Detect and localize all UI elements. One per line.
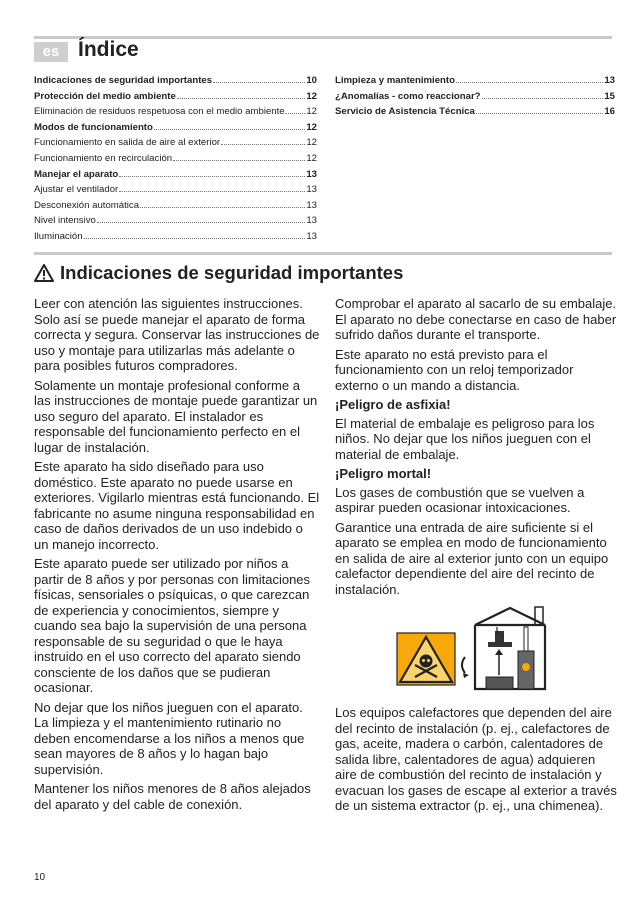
toc-right-column <box>335 75 615 122</box>
toc-entry[interactable] <box>34 106 317 122</box>
toc-entry[interactable] <box>34 75 317 91</box>
toc-dot-leader <box>221 144 305 145</box>
toc-dot-leader <box>140 207 305 208</box>
stove-icon <box>486 677 513 689</box>
toc-entry-title: Manejar el aparato <box>34 168 119 180</box>
toc-entry-title: Servicio de Asistencia Técnica <box>335 106 475 118</box>
toc-entry-title: Nivel intensivo <box>34 215 96 227</box>
exhaust-gas-hazard-illustration <box>335 605 620 697</box>
toc-entry[interactable] <box>34 153 317 169</box>
toc-dot-leader <box>119 176 305 177</box>
toc-entry-page: 10 <box>306 75 317 86</box>
section-divider <box>34 252 612 255</box>
toc-entry-page: 13 <box>306 199 317 211</box>
page-title: Índice <box>78 38 139 61</box>
toc-entry-title: Desconexión automática <box>34 199 140 211</box>
toc-entry-title: Funcionamiento en recirculación <box>34 152 173 164</box>
toc-entry[interactable] <box>34 122 317 138</box>
toc-entry-page: 12 <box>306 106 317 118</box>
toc-entry-page: 13 <box>604 75 615 86</box>
toc-dot-leader <box>119 191 305 192</box>
section-title: Indicaciones de seguridad importantes <box>60 262 404 283</box>
toc-dot-leader <box>476 113 603 114</box>
paragraph: Los equipos calefactores que dependen del aire del recinto de instalación (p. ej., calefactores de gas, aceite, madera o carbón, calentadores de salida libre, calentadores de agua) adquieren aire de combustión del recinto de instalación y evacuan los gases de escape al exterior a través de un sistema extractor (p. ej., una chimenea). <box>335 705 617 813</box>
toc-entry-title: ¿Anomalías - como reaccionar? <box>335 90 481 102</box>
toc-entry[interactable] <box>34 91 317 107</box>
paragraph: Este aparato ha sido diseñado para uso doméstico. Este aparato no puede usarse en exteriores. Vigilarlo mientras está funcionando. El fabricante no asume ninguna responsabilidad en caso de daños derivados de un uso indebido o un manejo incorrecto. <box>34 459 320 552</box>
toc-entry-page: 12 <box>306 137 317 149</box>
toc-left-column <box>34 75 317 247</box>
toc-entry-title: Iluminación <box>34 230 83 242</box>
mortal-danger-heading: ¡Peligro mortal! <box>335 466 432 481</box>
paragraph: Comprobar el aparato al sacarlo de su embalaje. El aparato no debe conectarse en caso de haber sufrido daños durante el transporte. <box>335 296 617 342</box>
toc-entry-page: 15 <box>604 90 615 102</box>
toc-dot-leader <box>84 238 306 239</box>
toc-entry[interactable] <box>335 75 615 91</box>
toc-entry[interactable] <box>34 215 317 231</box>
toc-dot-leader <box>482 98 604 99</box>
toc-entry-title: Indicaciones de seguridad importantes <box>34 75 213 86</box>
paragraph: El material de embalaje es peligroso para los niños. No dejar que los niños jueguen con el material de embalaje. <box>335 415 595 462</box>
toc-entry-title: Eliminación de residuos respetuosa con el medio ambiente. <box>34 106 288 118</box>
toc-dot-leader <box>288 113 305 114</box>
toc-dot-leader <box>177 98 306 99</box>
toc-entry-page: 13 <box>306 230 317 242</box>
left-text-column <box>34 296 320 816</box>
toc-dot-leader <box>154 129 305 130</box>
toc-entry-page: 12 <box>306 90 317 102</box>
paragraph: Leer con atención las siguientes instrucciones. Solo así se puede manejar el aparato de forma correcta y segura. Conservar las instrucciones de uso y montaje para utilizarlas más adelante o para posibles futuros compradores. <box>34 296 320 373</box>
toc-entry[interactable] <box>34 231 317 247</box>
toc-entry[interactable] <box>34 184 317 200</box>
paragraph: Este aparato puede ser utilizado por niños a partir de 8 años y por personas con limitaciones físicas, sensoriales o psíquicas, o que carezcan de experiencia y conocimientos, siempre y cuando sea bajo la supervisión de una persona responsable de su seguridad o que le haya instruido en el uso correcto del aparato siendo consciente de los daños que se pudieran ocasionar. <box>34 556 311 695</box>
paragraph: Mantener los niños menores de 8 años alejados del aparato y del cable de conexión. <box>34 781 311 812</box>
toc-entry-page: 12 <box>306 152 317 164</box>
toc-entry-title: Ajustar el ventilador <box>34 184 119 196</box>
toc-entry[interactable] <box>335 106 615 122</box>
toc-entry[interactable] <box>34 200 317 216</box>
toc-entry-title: Modos de funcionamiento <box>34 121 153 133</box>
paragraph: No dejar que los niños jueguen con el aparato. La limpieza y el mantenimiento rutinario no deben encomendarse a los niños a menos que sean mayores de 8 años y lo hagan bajo supervisión. <box>34 699 305 777</box>
toc-entry-page: 12 <box>306 121 317 133</box>
toc-dot-leader <box>213 82 305 83</box>
toc-dot-leader <box>173 160 305 161</box>
toc-dot-leader <box>456 82 603 83</box>
section-heading <box>34 262 403 284</box>
toc-entry-page: 13 <box>306 215 317 227</box>
warning-triangle-icon <box>34 264 54 282</box>
toc-entry-page: 13 <box>306 168 317 180</box>
language-badge: es <box>34 42 68 62</box>
paragraph: Solamente un montaje profesional conforme a las instrucciones de montaje puede garantizar un uso seguro del aparato. El instalador es responsable del funcionamiento perfecto en el lugar de instalación. <box>34 377 318 455</box>
paragraph: Este aparato no está previsto para el funcionamiento con un reloj temporizador externo o un mando a distancia. <box>335 346 574 393</box>
toc-entry-title: Limpieza y mantenimiento <box>335 75 455 86</box>
toc-entry[interactable] <box>335 91 615 107</box>
toc-entry-page: 16 <box>604 106 615 118</box>
toc-entry-title: Protección del medio ambiente <box>34 90 176 102</box>
toc-entry[interactable] <box>34 169 317 185</box>
asphyxia-warning-heading: ¡Peligro de asfixia! <box>335 397 451 412</box>
paragraph: Los gases de combustión que se vuelven a aspirar pueden ocasionar intoxicaciones. <box>335 484 585 515</box>
toc-entry[interactable] <box>34 137 317 153</box>
right-text-column <box>335 296 620 818</box>
page-number: 10 <box>34 872 46 883</box>
toc-entry-page: 13 <box>306 184 317 196</box>
toc-dot-leader <box>97 222 305 223</box>
paragraph: Garantice una entrada de aire suficiente si el aparato se emplea en modo de funcionamiento en salida de aire al exterior junto con un equipo calefactor dependiente del aire del recinto de instalación. <box>335 519 609 597</box>
toc-entry-title: Funcionamiento en salida de aire al exterior <box>34 137 221 149</box>
